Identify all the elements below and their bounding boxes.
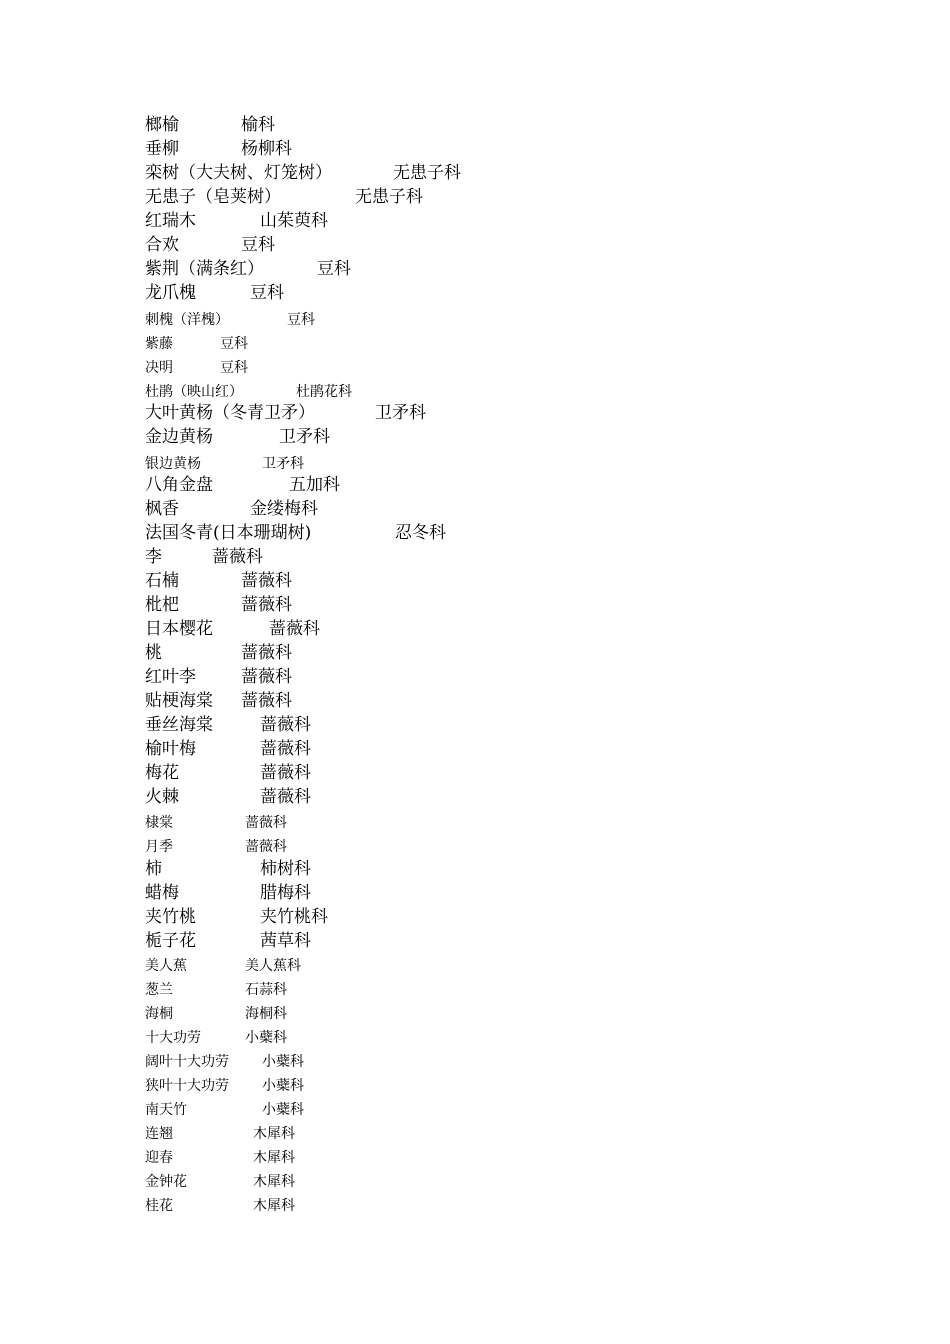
plant-name: 榔榆 xyxy=(145,115,179,135)
plant-name: 金钟花 xyxy=(145,1174,187,1190)
plant-name: 南天竹 xyxy=(145,1102,187,1118)
plant-name: 桂花 xyxy=(145,1198,173,1214)
plant-name: 十大功劳 xyxy=(145,1030,201,1046)
plant-family: 蔷薇科 xyxy=(241,691,292,711)
plant-name: 栀子花 xyxy=(145,931,196,951)
plant-name: 枇杷 xyxy=(145,595,179,615)
plant-name: 杜鹃（映山红） xyxy=(145,384,243,400)
plant-name: 柿 xyxy=(145,859,162,879)
plant-name: 连翘 xyxy=(145,1126,173,1142)
plant-name: 日本樱花 xyxy=(145,619,213,639)
plant-name: 夹竹桃 xyxy=(145,907,196,927)
plant-family: 杨柳科 xyxy=(241,139,292,159)
plant-name: 狭叶十大功劳 xyxy=(145,1078,229,1094)
plant-family: 蔷薇科 xyxy=(269,619,320,639)
plant-family: 木犀科 xyxy=(253,1174,295,1190)
plant-family: 无患子科 xyxy=(393,163,461,183)
plant-name: 龙爪槐 xyxy=(145,283,196,303)
plant-name: 海桐 xyxy=(145,1006,173,1022)
plant-family: 夹竹桃科 xyxy=(260,907,328,927)
plant-name: 蜡梅 xyxy=(145,883,179,903)
plant-name: 李 xyxy=(145,547,162,567)
plant-name: 红瑞木 xyxy=(145,211,196,231)
plant-name: 法国冬青(日本珊瑚树) xyxy=(145,523,312,543)
plant-name: 刺槐（洋槐） xyxy=(145,312,229,328)
plant-family: 卫矛科 xyxy=(262,456,304,472)
plant-family: 蔷薇科 xyxy=(245,815,287,831)
plant-family: 海桐科 xyxy=(245,1006,287,1022)
plant-family: 蔷薇科 xyxy=(241,571,292,591)
plant-name: 榆叶梅 xyxy=(145,739,196,759)
plant-family: 蔷薇科 xyxy=(241,667,292,687)
plant-family: 忍冬科 xyxy=(395,523,446,543)
plant-name: 栾树（大夫树、灯笼树） xyxy=(145,163,332,183)
plant-family: 茜草科 xyxy=(260,931,311,951)
plant-family: 木犀科 xyxy=(253,1126,295,1142)
plant-family: 五加科 xyxy=(289,475,340,495)
plant-family: 金缕梅科 xyxy=(250,499,318,519)
plant-name: 美人蕉 xyxy=(145,958,187,974)
plant-name: 合欢 xyxy=(145,235,179,255)
plant-name: 桃 xyxy=(145,643,162,663)
plant-name: 葱兰 xyxy=(145,982,173,998)
plant-family: 豆科 xyxy=(287,312,315,328)
plant-family: 小蘗科 xyxy=(262,1054,304,1070)
plant-name: 紫荆（满条红） xyxy=(145,259,264,279)
plant-family: 杜鹃花科 xyxy=(296,384,352,400)
plant-family: 小蘗科 xyxy=(262,1102,304,1118)
plant-name: 无患子（皂荚树） xyxy=(145,187,281,207)
plant-family: 腊梅科 xyxy=(260,883,311,903)
plant-family: 豆科 xyxy=(220,360,248,376)
plant-name: 决明 xyxy=(145,360,173,376)
plant-family: 小蘗科 xyxy=(245,1030,287,1046)
plant-name: 八角金盘 xyxy=(145,475,213,495)
plant-name: 垂丝海棠 xyxy=(145,715,213,735)
plant-name: 红叶李 xyxy=(145,667,196,687)
plant-family: 无患子科 xyxy=(355,187,423,207)
plant-family: 蔷薇科 xyxy=(260,787,311,807)
plant-name: 棣棠 xyxy=(145,815,173,831)
plant-name: 火棘 xyxy=(145,787,179,807)
plant-name: 大叶黄杨（冬青卫矛） xyxy=(145,403,315,423)
plant-family: 蔷薇科 xyxy=(260,715,311,735)
plant-family: 山茱萸科 xyxy=(260,211,328,231)
plant-family: 柿树科 xyxy=(260,859,311,879)
plant-family: 蔷薇科 xyxy=(260,739,311,759)
plant-name: 枫香 xyxy=(145,499,179,519)
plant-name: 梅花 xyxy=(145,763,179,783)
plant-family: 蔷薇科 xyxy=(241,595,292,615)
plant-name: 贴梗海棠 xyxy=(145,691,213,711)
plant-family: 蔷薇科 xyxy=(260,763,311,783)
plant-name: 阔叶十大功劳 xyxy=(145,1054,229,1070)
plant-family: 豆科 xyxy=(220,336,248,352)
plant-name: 金边黄杨 xyxy=(145,427,213,447)
plant-family: 卫矛科 xyxy=(375,403,426,423)
plant-family: 石蒜科 xyxy=(245,982,287,998)
plant-family: 美人蕉科 xyxy=(245,958,301,974)
plant-family: 榆科 xyxy=(241,115,275,135)
plant-name: 垂柳 xyxy=(145,139,179,159)
plant-family: 卫矛科 xyxy=(279,427,330,447)
plant-family: 小蘗科 xyxy=(262,1078,304,1094)
plant-name: 银边黄杨 xyxy=(145,456,201,472)
plant-family: 豆科 xyxy=(250,283,284,303)
plant-family: 蔷薇科 xyxy=(245,839,287,855)
plant-family: 木犀科 xyxy=(253,1150,295,1166)
plant-name: 石楠 xyxy=(145,571,179,591)
plant-family: 豆科 xyxy=(317,259,351,279)
plant-family: 蔷薇科 xyxy=(212,547,263,567)
plant-family: 木犀科 xyxy=(253,1198,295,1214)
plant-name: 紫藤 xyxy=(145,336,173,352)
plant-family: 蔷薇科 xyxy=(241,643,292,663)
plant-name: 迎春 xyxy=(145,1150,173,1166)
plant-name: 月季 xyxy=(145,839,173,855)
plant-family: 豆科 xyxy=(241,235,275,255)
